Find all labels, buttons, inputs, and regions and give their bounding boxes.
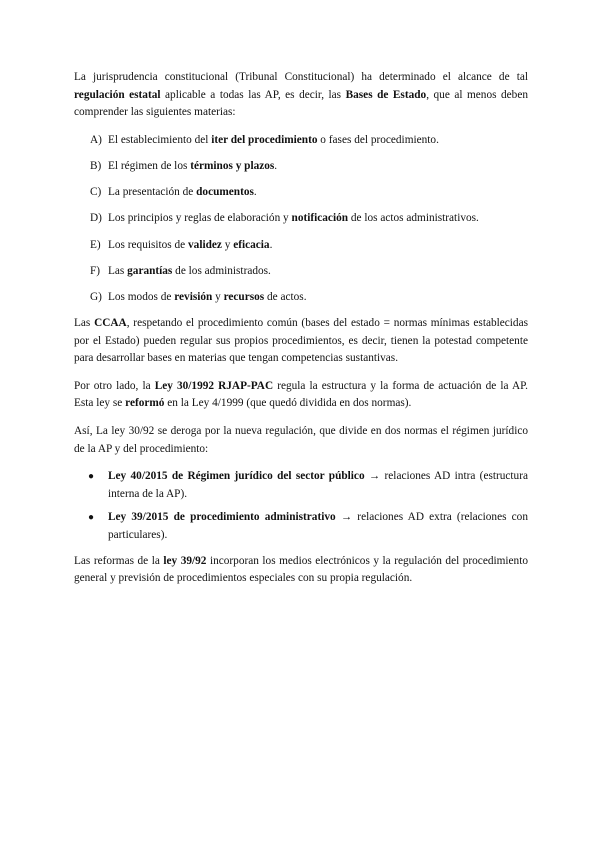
list-item <box>90 184 528 202</box>
intro-text-3: , que al menos deben comprender las siguientes materias: <box>74 88 528 119</box>
list-letter: D) <box>90 212 102 225</box>
item-text: Los requisitos de <box>108 238 189 251</box>
list-item <box>90 210 528 228</box>
reformas-paragraph <box>74 553 528 588</box>
reformas-bold-1: ley 39/92 <box>163 554 207 567</box>
ley30-text-3: en la Ley 4/1999 (que quedó dividida en dos normas). <box>164 397 412 410</box>
item-text: El régimen de los <box>108 159 191 172</box>
item-bold: Ley 40/2015 de Régimen jurídico del sector público <box>108 470 365 483</box>
bullet-icon: ● <box>88 471 95 483</box>
item-text: y <box>212 290 224 303</box>
list-item <box>88 468 528 503</box>
ccaa-paragraph <box>74 315 528 368</box>
list-item <box>88 509 528 544</box>
list-letter: C) <box>90 186 102 199</box>
intro-bold-1: regulación estatal <box>74 88 161 101</box>
leyes-list <box>74 468 528 544</box>
item-bold: Ley 39/2015 de procedimiento administrativo <box>108 511 336 524</box>
item-bold: términos y plazos <box>190 159 275 172</box>
ley30-bold-2: reformó <box>125 397 165 410</box>
item-text: → relaciones AD intra (estructura interna de la AP). <box>108 470 528 500</box>
list-item <box>90 289 528 307</box>
item-text: . <box>269 238 273 251</box>
item-text: Los modos de <box>108 290 175 303</box>
item-text: de los administrados. <box>172 264 271 277</box>
list-item <box>90 263 528 281</box>
materias-list <box>74 132 528 307</box>
reformas-text-1: Las reformas de la <box>74 554 164 567</box>
item-bold: iter del procedimiento <box>211 133 318 146</box>
ley30-text-2: regula la estructura y la forma de actuación de la AP. Esta ley se <box>74 379 528 410</box>
item-bold: eficacia <box>233 238 270 251</box>
ley30-paragraph <box>74 378 528 413</box>
ccaa-bold-1: CCAA <box>94 317 127 330</box>
item-text: Los principios y reglas de elaboración y <box>108 212 292 225</box>
intro-paragraph <box>74 69 528 122</box>
reformas-text-2: incorporan los medios electrónicos y la regulación del procedimiento general y previsión de procedimientos especiales con su propia regulación. <box>74 554 528 585</box>
item-bold: validez <box>188 238 222 251</box>
deroga-paragraph: Así, La ley 30/92 se deroga por la nueva regulación, que divide en dos normas el régimen jurídico de la AP y del procedimiento: <box>74 425 528 455</box>
list-letter: F) <box>90 264 101 277</box>
item-text: y <box>221 238 234 251</box>
list-letter: B) <box>90 159 102 172</box>
item-text: . <box>274 159 278 172</box>
list-letter: E) <box>90 238 101 251</box>
item-text: de los actos administrativos. <box>348 212 479 225</box>
item-bold: notificación <box>291 212 349 225</box>
item-text: La presentación de <box>108 186 197 199</box>
list-item <box>90 132 528 150</box>
item-bold: documentos <box>196 186 254 199</box>
list-letter: A) <box>90 133 102 146</box>
ley30-bold-1: Ley 30/1992 RJAP-PAC <box>154 379 274 392</box>
list-item <box>90 237 528 255</box>
item-text: → relaciones AD extra (relaciones con particulares). <box>108 511 528 542</box>
list-letter: G) <box>90 290 102 303</box>
bullet-icon: ● <box>88 512 95 524</box>
list-item <box>90 158 528 176</box>
item-text: . <box>253 186 257 199</box>
item-bold: garantías <box>127 264 173 277</box>
intro-text-1: La jurisprudencia constitucional (Tribunal Constitucional) ha determinado el alcance de tal <box>74 71 528 83</box>
intro-text-2: aplicable a todas las AP, es decir, las <box>160 88 346 101</box>
item-text: El establecimiento del <box>108 133 212 146</box>
ccaa-text-2: , respetando el procedimiento común (bases del estado = normas mínimas establecidas por el Estado) pueden regular sus propios procedimientos, es decir, tienen la potestad competente para desarrollar bases en materias que tengan competencias sustantivas. <box>74 317 528 365</box>
item-text: de actos. <box>264 290 307 303</box>
intro-bold-2: Bases de Estado <box>345 88 427 101</box>
item-text: o fases del procedimiento. <box>317 133 439 146</box>
ccaa-text-1: Las <box>74 317 95 330</box>
item-bold: recursos <box>223 290 265 303</box>
item-text: Las <box>108 264 128 277</box>
ley30-text-1: Por otro lado, la <box>74 379 155 392</box>
item-bold: revisión <box>174 290 213 303</box>
